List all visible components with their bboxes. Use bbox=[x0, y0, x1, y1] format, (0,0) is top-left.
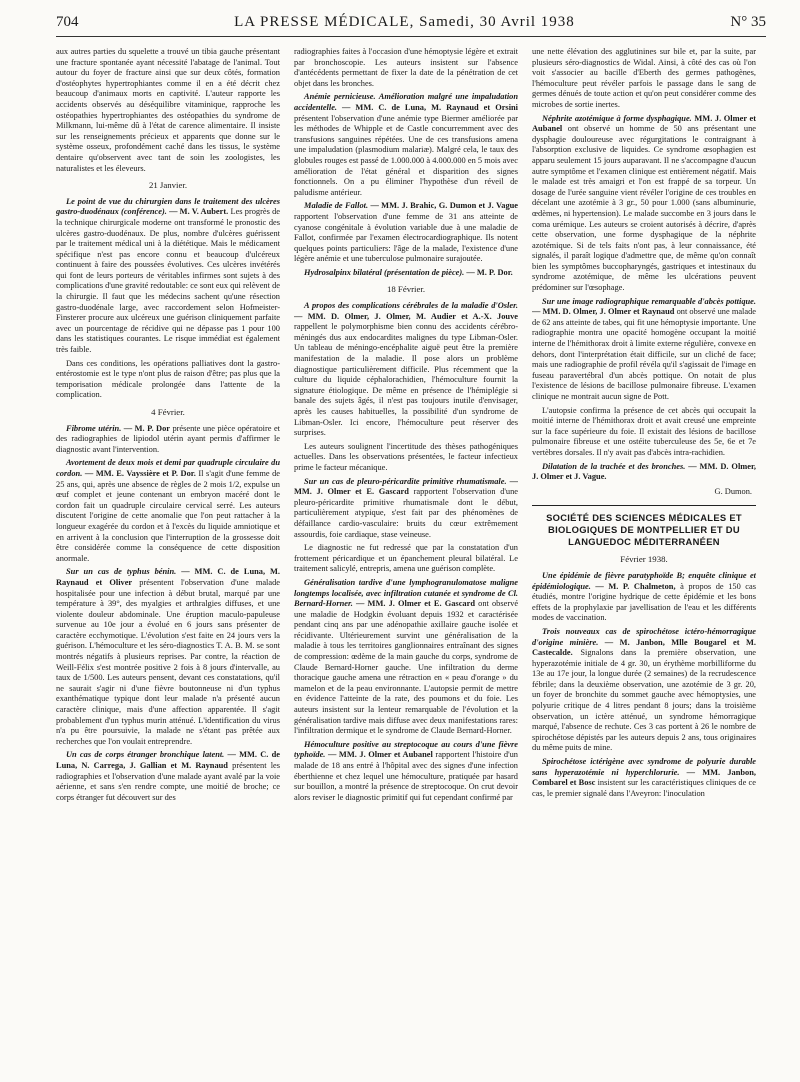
report-body: rapportent l'observation d'une femme de 31 ans atteinte de cyanose congénitale à évolution variable due à une maladie de Fallot, confirmée par l'examen électrocardiographique. Ils notent quelques points particuliers: l'âge de la malade, l'existence d'une légère anémie et une tuberculose pulmonaire surajoutée. bbox=[294, 211, 518, 264]
report-body: Il s'agit d'une femme de 25 ans, qui, après une absence de règles de 2 mois 1/2, expulse un œuf complet et jeune contenant un embryon macéré dont le cordon fait un quadruple circulaire cervical serré. Les auteurs discutent l'origine de cette anomalie que l'on peut rattacher à la longueur exagérée du cordon et à l'excès du liquide amniotique et en arrivent à la conclusion que l'interruption de la grossesse doit être considérée comme la conséquence de cette disposition anormale. bbox=[56, 468, 280, 563]
report-heading: Hémoculture positive au streptocoque au cours d'une fièvre typhoïde. bbox=[294, 739, 518, 760]
article-columns bbox=[56, 47, 766, 1077]
report-body: présente une pièce opératoire et des radiographies de lipiodol utérin ayant permis d'affirmer le diagnostic avant l'intervention. bbox=[56, 423, 280, 454]
report-authors: — MM. D. Olmer, J. Olmer et J. Vague. bbox=[532, 461, 756, 482]
column-3 bbox=[532, 47, 756, 1077]
report bbox=[532, 627, 756, 754]
paragraph: une nette élévation des agglutinines sur bile et, par la suite, par plusieurs séro-diagnostics de Widal. Ainsi, à côté des cas où l'on voit s'associer au bacille d'Eberth des germes pathogènes, l'hémoculture peut révéler parfois le passage dans le sang de germes dénués de toute action et qu'on peut considérer comme des microbes de sortie inertes. bbox=[532, 47, 756, 109]
session-date: 4 Février. bbox=[151, 407, 185, 417]
report bbox=[294, 268, 518, 279]
report bbox=[294, 477, 518, 541]
issue-number: N° 35 bbox=[730, 14, 766, 30]
report-body: présentent les radiographies et l'observation d'une malade ayant avalé par la voie aérienne, et sans s'en rendre compte, une moitié de broche; ce corps étranger fut découvert sur des bbox=[56, 761, 280, 802]
report-body: Les progrès de la technique chirurgicale moderne ont transformé le pronostic des ulcères gastro-duodénaux. De plus, nombre d'ulcères guérissent par le traitement médical uni à la diététique. Mais le médicament spécifique n'est pas encore connu et beaucoup d'ulcéreux continuent à faire des poussées évolutives. Ces ulcères invétérés qui font de leurs porteurs de véritables infirmes sont sujets à des complications d'une gravité redoutable: ce sont eux qui relèvent de la chirurgie. Il faut que les médecins sachent qu'une résection gastro-duodénale large, avec raccordement selon Hofmeister-Finsterer procure aux ulcéreux une guérison cliniquement parfaite avec un pourcentage de récidive qui ne dépasse pas 1 pour 100 dans les statistiques courantes. Le risque immédiat est également très faible. bbox=[56, 207, 280, 355]
column-1 bbox=[56, 47, 280, 1077]
report-authors: — MM. J. Olmer et Aubanel bbox=[327, 750, 433, 760]
page-number: 704 bbox=[56, 14, 79, 30]
report-heading: Anémie pernicieuse. Amélioration malgré une impaludation accidentelle. bbox=[294, 92, 518, 112]
report-authors: — MM. Janbon, Combarel et Bosc bbox=[532, 767, 756, 788]
report-authors: — M. P. Dor bbox=[123, 423, 170, 433]
report-authors: — MM. C. de Luna, N. Carrega, J. Gallian et M. Raynaud bbox=[56, 750, 280, 770]
report-heading: Hydrosalpinx bilatéral (présentation de pièce). bbox=[304, 267, 465, 277]
session-date: Février 1938. bbox=[620, 554, 668, 565]
report-authors: — M. P. Chalmeton, bbox=[595, 581, 676, 591]
report-heading: Fibrome utérin. bbox=[66, 423, 122, 433]
report-body: rapportent l'observation d'une pleuro-péricardite primitive rhumatismale dont le début, particulièrement atypique, s'est fait par des phénomènes de défaillance cardio-vasculaire: bruits du cœur extrêmement assourdis, foie cardiaque, stase veineuse. bbox=[294, 487, 518, 539]
paragraph: Dans ces conditions, les opérations palliatives dont la gastro-entérostomie est le type n'ont plus de raison d'être; pas plus que la temporisation médicale prolongée dans l'attente de la complication. bbox=[56, 358, 280, 400]
report-body: ont observé une maladie de Hodgkin évoluant depuis 1932 et caractérisée pendant cinq ans par une adénopathie axillaire gauche isolée et récidivante. Ultérieurement survint une généralisation de la maladie à tous les territoires ganglionnaires entraînant des signes de compression: œdème de la main gauche du corps, syndrome de Claude Bernard-Horner gauche. Une infiltration du derme thoracique gauche amena une rétraction en « peau d'orange » du mamelon et de la peau environnante. L'autopsie permit de mettre en évidence l'atteinte de la rate, des poumons et du foie. Les auteurs insistent sur la lenteur remarquable de l'évolution et la généralisation tardive mais diffuse avec deux manifestations rares: l'infiltration dermique et le syndrome de Claude Bernard-Horner. bbox=[294, 599, 518, 736]
report-body: présentent l'observation d'une malade hospitalisée pour une infection à début brutal, marqué par une température à 39°, des myalgies et arthralgies diffuses, et une violente douleur abdominale. Une éruption maculo-papuleuse survenue au 10e jour a évolué en 6 jours sans présenter de caractère ecchymotique. L'évolution s'est faite en 24 jours vers la guérison. L'hémoculture et les séro-diagnostics T. A. B. M. se sont montrés négatifs à plusieurs reprises. Par contre, la réaction de Weill-Félix s'est montrée positive 2 fois à 8 jours d'intervalle, au taux de 1/500. Les auteurs pensent, devant ces constatations, qu'il ne saurait s'agir ni d'une fièvre boutonneuse ni d'un typhus exanthématique typique dont leur malade n'a présenté aucun caractère clinique, mais d'une affection apparentée. Il s'agit probablement d'un typhus murin atténué. L'identification du virus n'a pu être poursuivie, la malade ne s'étant pas prêtée aux recherches que l'on voulait entreprendre. bbox=[56, 577, 280, 746]
report-authors: — MM. J. Olmer et E. Gascard bbox=[356, 599, 475, 609]
column-2 bbox=[294, 47, 518, 1077]
report-authors: — MM. C. de Luna, M. Raynaud et Oliver bbox=[56, 567, 280, 587]
author-signature: G. Dumon. bbox=[714, 486, 752, 496]
report bbox=[56, 197, 280, 356]
report-authors: — M. Janbon, Mlle Bougarel et M. Castecalde. bbox=[532, 637, 756, 658]
report bbox=[56, 458, 280, 564]
report bbox=[56, 750, 280, 803]
report-heading: Maladie de Fallot. bbox=[304, 201, 369, 211]
report bbox=[294, 578, 518, 737]
journal-title: LA PRESSE MÉDICALE, Samedi, 30 Avril 1938 bbox=[234, 14, 575, 30]
society-heading: SOCIÉTÉ DES SCIENCES MÉDICALES ET BIOLOGIQUES DE MONTPELLIER ET DU LANGUEDOC MÉDITERRANÉEN bbox=[546, 512, 742, 548]
report-heading: A propos des complications cérébrales de la maladie d'Osler. bbox=[304, 301, 518, 311]
report-authors: MM. J. Olmer et Aubanel bbox=[532, 113, 756, 134]
report-body: à propos de 150 cas étudiés, montre l'origine hydrique de cette épidémie et les bons effets de la prophylaxie par javellisation de l'eau et les différents modes de vaccination. bbox=[532, 581, 756, 623]
report bbox=[532, 757, 756, 799]
report-heading: Le point de vue du chirurgien dans le traitement des ulcères gastro-duodénaux (conférence). bbox=[56, 196, 280, 217]
session-date: 21 Janvier. bbox=[148, 180, 188, 191]
report-body: insistent sur les caractéristiques cliniques de ce cas, le premier signalé dans l'Aveyron: l'inoculation bbox=[532, 778, 756, 798]
report-body: présentent l'observation d'une anémie type Biermer améliorée par les méthodes de Whipple et de Castle concurremment avec des transfusions sanguines répétées. Une de ces transfusions amena une impaludation (plasmodium malariæ). Malgré cela, le taux des globules rouges est passé de 1.000.000 à 4.000.000 en 5 mois avec amélioration de l'état général et disparition des signes fonctionnels. On a pu éliminer l'hypothèse d'un réveil de paludisme antérieur. bbox=[294, 113, 518, 197]
report-authors: — MM. D. Olmer, J. Olmer et Raynaud bbox=[532, 307, 675, 317]
report-heading: Avortement de deux mois et demi par quadruple circulaire du cordon. bbox=[56, 458, 280, 478]
report-heading: Sur un cas de pleuro-péricardite primitive rhumatismale. bbox=[304, 476, 507, 486]
paragraph: radiographies faites à l'occasion d'une hémoptysie légère et extrait par bronchoscopie. Les auteurs insistent sur l'absence d'antécédents permettant de fixer la date de la pénétration de cet objet dans les bronches. bbox=[294, 47, 518, 88]
report-heading: Un cas de corps étranger bronchique latent. bbox=[66, 750, 225, 760]
report-authors: — M. V. Aubert. bbox=[169, 207, 229, 217]
report-heading: Sur un cas de typhus bénin. bbox=[66, 567, 177, 577]
report bbox=[532, 462, 756, 483]
report-heading: Une épidémie de fièvre paratyphoïde B; enquête clinique et épidémiologique. bbox=[532, 570, 756, 591]
report bbox=[294, 740, 518, 804]
report-authors: — MM. D. Olmer, J. Olmer, M. Audier et A.-X. Jouve bbox=[294, 311, 518, 321]
session-date: 18 Février. bbox=[386, 284, 426, 295]
report bbox=[294, 301, 518, 439]
paragraph: Les auteurs soulignent l'incertitude des thèses pathogéniques actuelles. Dans les observations présentées, le facteur infectieux prime le facteur mécanique. bbox=[294, 441, 518, 472]
section-divider bbox=[532, 505, 756, 506]
paragraph: Le diagnostic ne fut redressé que par la constatation d'un frottement péricardique et un épanchement pleural bilatéral. Le traitement salicylé, entrepris, amena une guérison complète. bbox=[294, 543, 518, 574]
report-authors: — MM. E. Vayssière et P. Dor. bbox=[84, 468, 196, 478]
report bbox=[532, 297, 756, 403]
report bbox=[56, 424, 280, 456]
report-body: ont observé un homme de 50 ans présentant une dysphagie douloureuse avec régurgitations le contraignant à l'absorption exclusive de liquides. Ce syndrome œsophagien est apparu seulement 15 jours auparavant. Il ne s'accompagne d'aucun autre symptôme et l'examen clinique est entièrement négatif. Mais le malade est très amaigri et l'on est frappé de sa torpeur. Un dosage de l'urée sanguine vient révéler l'origine de ces troubles en décelant une azotémie à 3 gr., 50 pour 1.000 (sans albuminurie, œdèmes, ni hypertension). Le malade succombe en 3 jours dans le coma urémique. Les auteurs se croient autorisés à décrire, d'après cette observation, une forme dysphagique de la néphrite azotémique. Si de tels faits n'ont pas, à leur connaissance, été signalés, il paraît logique d'admettre que, de même qu'on connaît bien les symptômes buccopharyngés, gastriques et intestinaux du syndrome azotémique, de même les ulcérations peuvent prédominer sur l'œsophage. bbox=[532, 124, 756, 293]
report bbox=[56, 567, 280, 747]
report-heading: Trois nouveaux cas de spirochétose ictéro-hémorragique d'origine minière. bbox=[532, 626, 756, 647]
report bbox=[294, 92, 518, 198]
report bbox=[532, 114, 756, 294]
report bbox=[294, 201, 518, 265]
report-body: rappellent le polymorphisme bien connu des accidents cérébro-méningés dus aux endocardites malignes du type Libman-Osler. Un tableau de méningo-encéphalite aiguë peut être la première manifestation de la maladie. Il pose alors un problème diagnostique particulièrement difficile. Plus récemment que la culture du liquide céphalorachidien, l'hémoculture fournit la signature étiologique. De même en présence de l'hémiplégie si banale des sujets âgés, il n'est pas toujours inutile d'envisager, après les causes habituelles, la possibilité d'un syndrome de Libman-Osler. Ici encore, l'hémoculture peut réserver des surprises. bbox=[294, 322, 518, 438]
report-authors: — M. P. Dor. bbox=[466, 267, 513, 277]
report-heading: Spirochétose ictérigène avec syndrome de polyurie durable sans hyperazotémie ni hyperchlorurie. bbox=[532, 757, 756, 777]
report-authors: — MM. J. Olmer et E. Gascard bbox=[294, 476, 518, 497]
paragraph: L'autopsie confirma la présence de cet abcès qui occupait la moitié interne de l'hémithorax droit et avait creusé une empreinte sur la face supérieure du foie. Il existait des lésions de bacillose pulmonaire fibreuse et une ostéite tuberculeuse des 5e, 6e et 7e vertèbres dorsales. Il n'y avait pas d'abcès intra-rachidien. bbox=[532, 405, 756, 457]
report-body: rapportent l'histoire d'un malade de 18 ans entré à l'hôpital avec des signes d'une infection éberthienne et chez lequel une hémoculture, pratiquée par hasard sur bouillon, a montré la présence de streptocoque. On crut devoir alors reviser le diagnostic primitif qui fut cependant confirmé par bbox=[294, 750, 518, 802]
report-body: ont observé une malade de 62 ans atteinte de tabes, qui fit une hémoptysie importante. Une radiographie montra une opacité homogène occupant la moitié interne de l'hémithorax droit à limite externe régulière, convexe en dehors, dont l'interprétation était difficile, sur un cliché de face; mais une radiographie de profil révéla qu'il s'agissait de l'image en fuseau paravertébral d'un abcès pottique. On notait de plus l'existence de lésions de bacillose pulmonaire fibreuse. L'examen clinique ne montrait aucun signe de Pott. bbox=[532, 307, 756, 401]
paragraph: aux autres parties du squelette a trouvé un tibia gauche présentant une fracture spontanée ayant nécessité l'abatage de l'animal. Tout autour du foyer de fracture ainsi que sur deux côtés, formation d'ostéophytes hypertrophiantes comme il en a été décrit chez beaucoup d'animaux morts en captivité. L'auteur rapporte les accidents observés au déséquilibre vitaminique, rapproche les ostéopathies hypertrophiantes des ostéopathies du syndrome de Milkmann, lui-même dû à l'état de carence alimentaire. Il insiste sur les renseignements précieux et apparents que donne sur le système osseux, profondément caché dans les tissus, le système dentaire qu'observent avec tant de soin les zoologistes, les naturalistes et les éleveurs. bbox=[56, 47, 280, 173]
report-heading: Sur une image radiographique remarquable d'abcès pottique. bbox=[542, 296, 756, 306]
report-heading: Néphrite azotémique à forme dysphagique. bbox=[542, 113, 692, 123]
report-body: Signalons dans la première observation, une hyperazotémie initiale de 4 gr. 30, un érythème morbilliforme du 13e au 17e jour, la longue durée (2 semaines) de la recrudescence fébrile; dans la deuxième observation, une azotémie de 3 gr. 20, un foyer de bronchite du sommet gauche avec hémoptysies, une polyurie critique de 4 litres pendant 8 jours; dans la troisième observation, un ictère atténué, un syndrome hémorragique marqué, l'absence de rechute. Ces 3 cas portent à 26 le nombre de spirochétose dépistés par les auteurs depuis 2 ans, tous originaires du même puits de mine. bbox=[532, 648, 756, 753]
report-authors: — MM. C. de Luna, M. Raynaud et Orsini bbox=[342, 102, 518, 112]
report-authors: — MM. J. Brahic, G. Dumon et J. Vague bbox=[370, 201, 518, 211]
report bbox=[532, 571, 756, 624]
page-header bbox=[56, 14, 766, 37]
report-heading: Dilatation de la trachée et des bronches. bbox=[542, 461, 686, 471]
report-heading: Généralisation tardive d'une lymphogranulomatose maligne longtemps localisée, avec infiltration cutanée et syndrome de Cl. Bernard-Horner. bbox=[294, 577, 518, 609]
